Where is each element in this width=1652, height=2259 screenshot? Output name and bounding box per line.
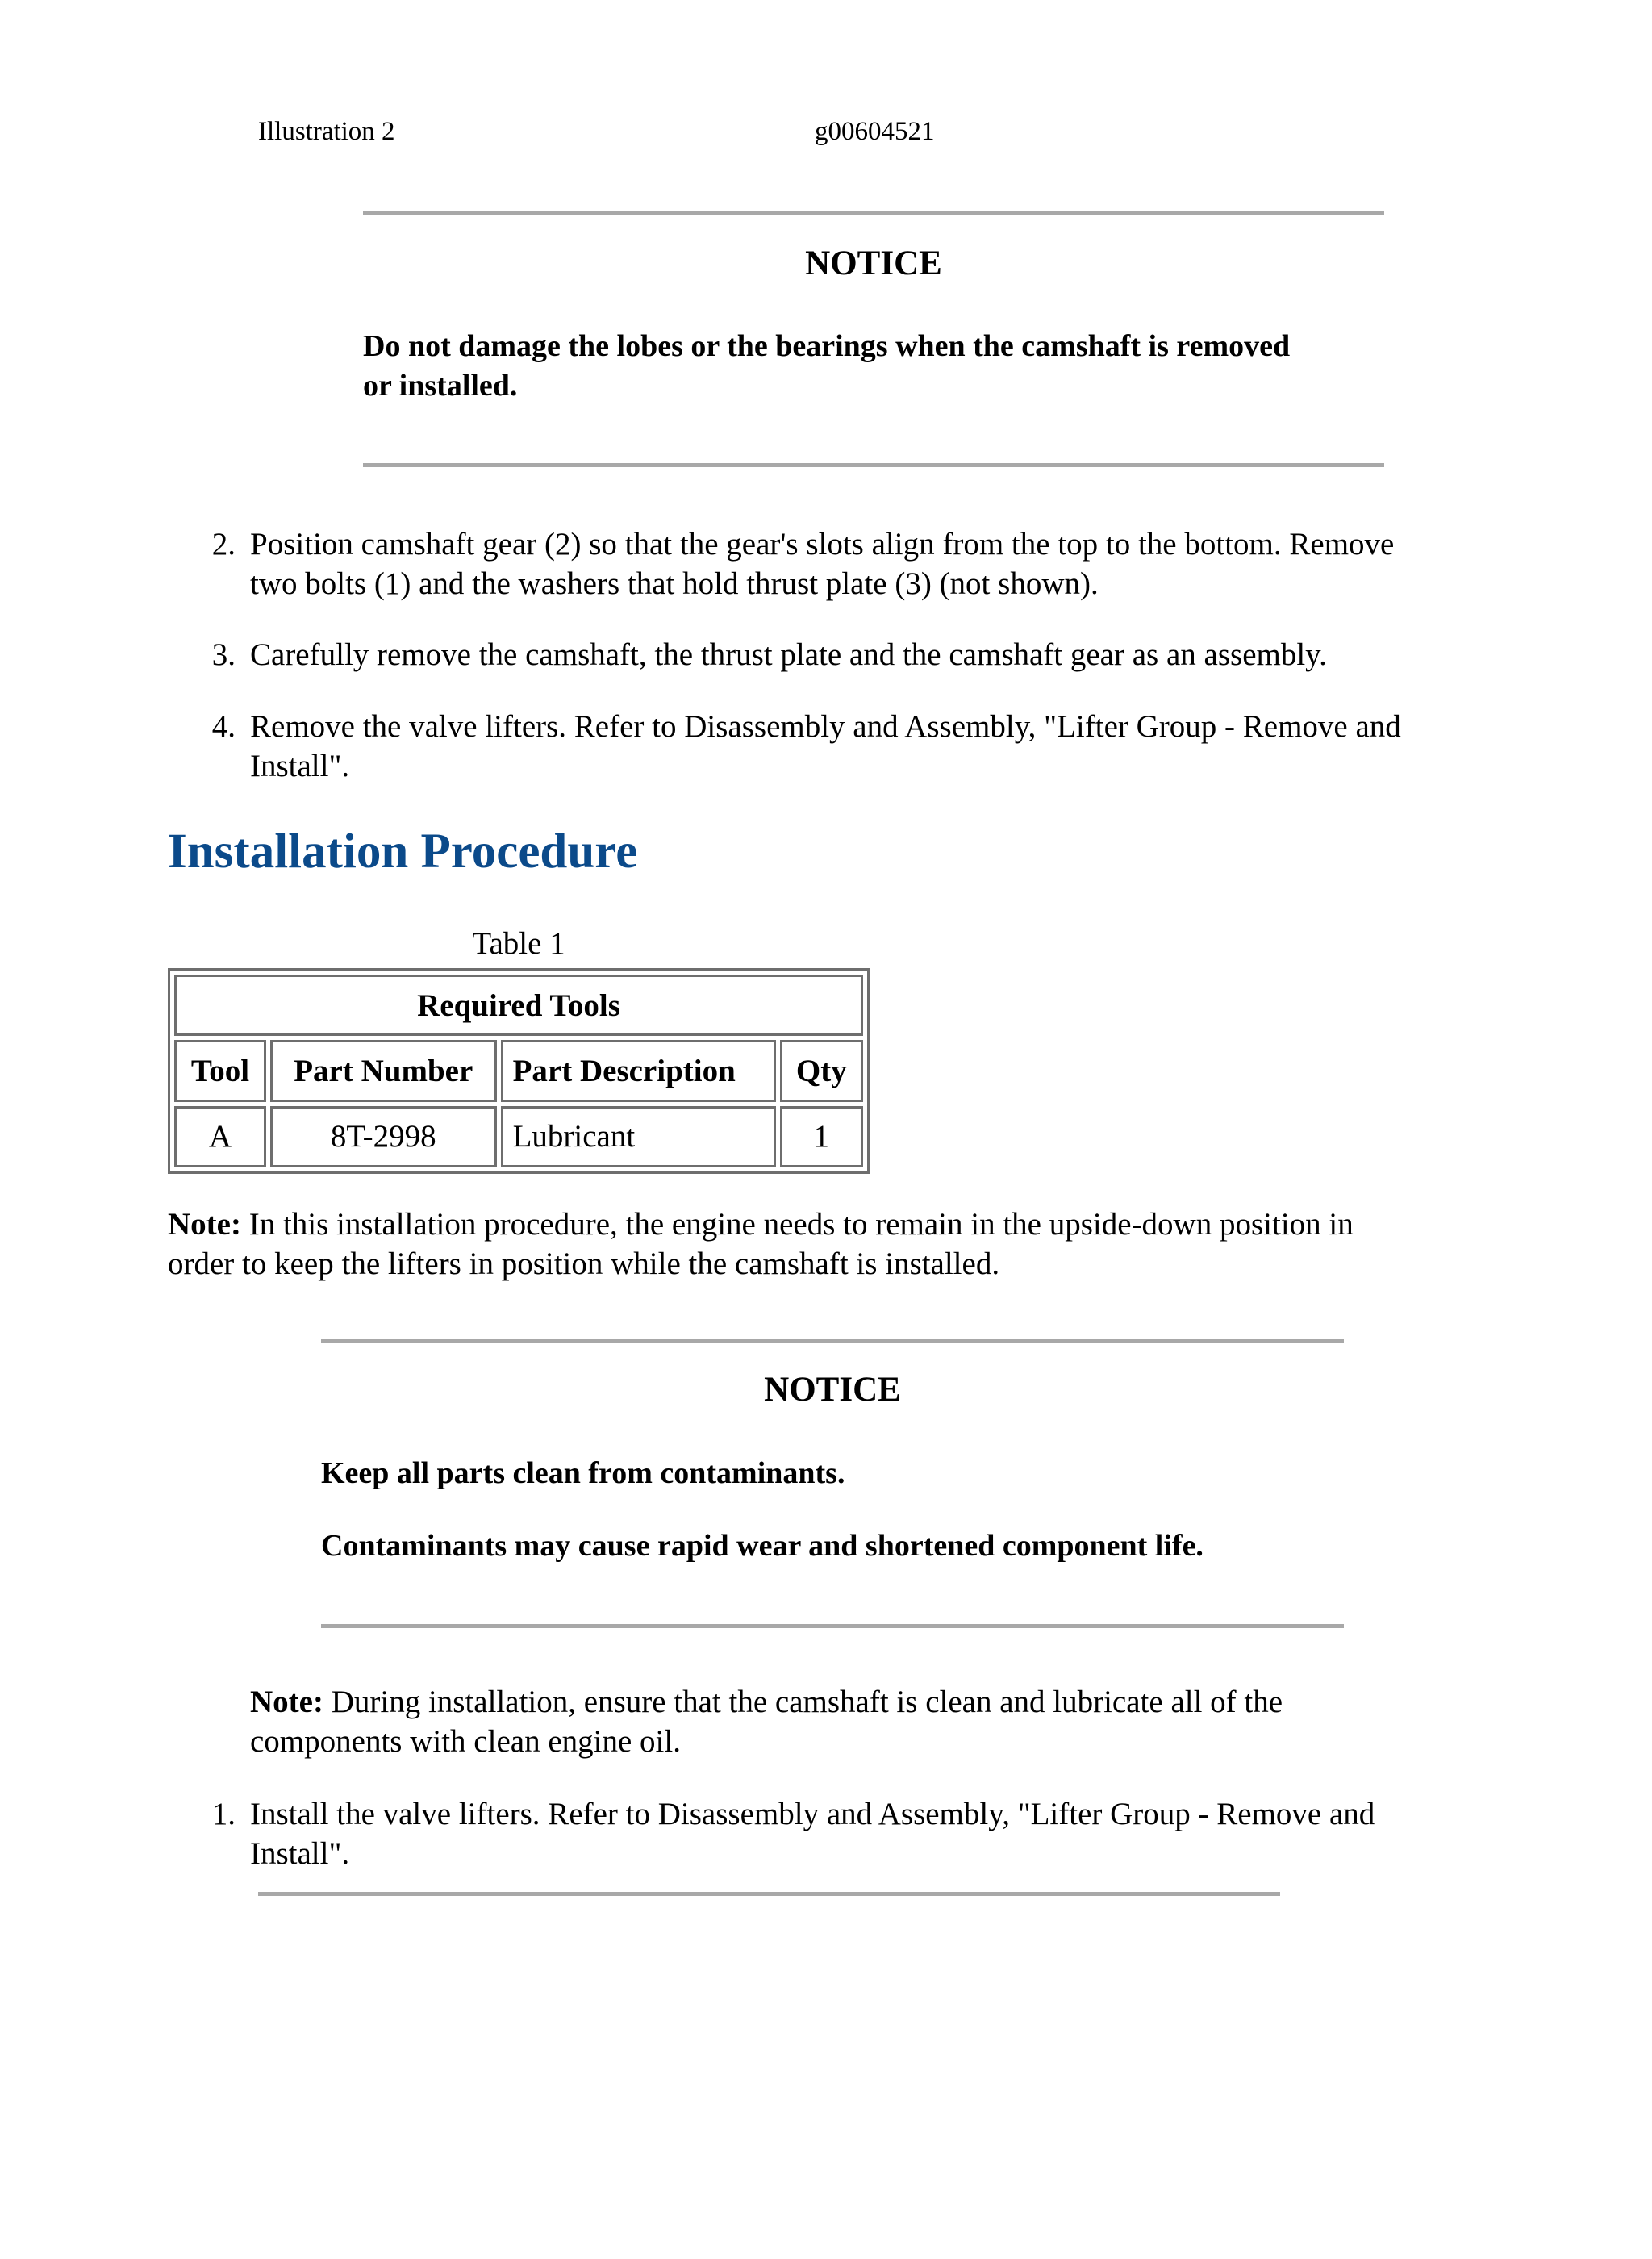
notice-text-line: Keep all parts clean from contaminants. — [321, 1456, 845, 1490]
note-label: Note: — [250, 1685, 323, 1719]
notice-rule-bottom — [321, 1624, 1344, 1628]
table-caption: Table 1 — [472, 926, 565, 961]
table-row — [174, 1106, 863, 1167]
table-cell: Lubricant — [501, 1106, 776, 1167]
step-text — [250, 707, 1401, 786]
note-line-1 — [250, 1682, 1541, 1722]
section-heading: Installation Procedure — [168, 825, 638, 879]
notice-rule-bottom — [363, 463, 1384, 467]
step-text-line: Position camshaft gear (2) so that the gear's slots align from the top to the bottom. Remove — [250, 527, 1395, 562]
step-text-line: Install". — [250, 749, 350, 783]
step-text-line: Install". — [250, 1836, 350, 1871]
notice-text — [363, 327, 1290, 406]
list-item — [195, 524, 1502, 605]
step-text — [250, 524, 1394, 603]
notice-text — [321, 1526, 1204, 1566]
table-cell: A — [174, 1106, 266, 1167]
list-item — [195, 1794, 1502, 1875]
notice-text — [321, 1454, 845, 1493]
section-end-rule — [258, 1892, 1280, 1896]
note-paragraph — [250, 1682, 1541, 1761]
step-text-line: Remove the valve lifters. Refer to Disassembly and Assembly, "Lifter Group - Remove and — [250, 709, 1401, 744]
note-text: In this installation procedure, the engine needs to remain in the upside-down position in — [240, 1207, 1354, 1242]
notice-rule-top — [363, 211, 1384, 215]
column-header: Part Description — [501, 1040, 776, 1101]
note-paragraph — [168, 1205, 1523, 1284]
step-number: 1. — [211, 1797, 236, 1831]
list-item — [195, 707, 1502, 787]
step-text — [250, 1794, 1375, 1873]
note-label: Note: — [168, 1207, 241, 1242]
note-text: During installation, ensure that the camshaft is clean and lubricate all of the — [323, 1685, 1283, 1719]
step-text-line: two bolts (1) and the washers that hold thrust plate (3) (not shown). — [250, 566, 1099, 601]
notice-title: NOTICE — [764, 1371, 901, 1409]
note-line-1 — [168, 1205, 1523, 1244]
step-number: 4. — [211, 709, 236, 744]
notice-text-line: Do not damage the lobes or the bearings when the camshaft is removed — [363, 329, 1291, 363]
notice-title: NOTICE — [805, 244, 942, 282]
column-header: Qty — [780, 1040, 863, 1101]
step-number: 2. — [211, 527, 236, 562]
note-line-2: order to keep the lifters in position while the camshaft is installed. — [168, 1246, 1000, 1281]
step-text — [250, 635, 1327, 674]
step-number: 3. — [211, 637, 236, 672]
table-title-row — [174, 975, 863, 1036]
notice-rule-top — [321, 1339, 1344, 1343]
column-header: Tool — [174, 1040, 266, 1101]
notice-text-line: or installed. — [363, 369, 518, 403]
column-header: Part Number — [270, 1040, 497, 1101]
illustration-code: g00604521 — [815, 117, 935, 146]
step-text-line: Install the valve lifters. Refer to Disassembly and Assembly, "Lifter Group - Remove and — [250, 1797, 1375, 1831]
table-title: Required Tools — [174, 975, 863, 1036]
table-cell: 8T-2998 — [270, 1106, 497, 1167]
step-text-line: Carefully remove the camshaft, the thrust plate and the camshaft gear as an assembly. — [250, 637, 1327, 672]
illustration-label: Illustration 2 — [258, 117, 395, 146]
table-cell: 1 — [780, 1106, 863, 1167]
note-line-2: components with clean engine oil. — [250, 1724, 681, 1759]
table-header-row — [174, 1040, 863, 1101]
notice-text-line: Contaminants may cause rapid wear and shortened component life. — [321, 1529, 1204, 1563]
required-tools-table — [168, 968, 870, 1174]
list-item — [195, 635, 1502, 675]
